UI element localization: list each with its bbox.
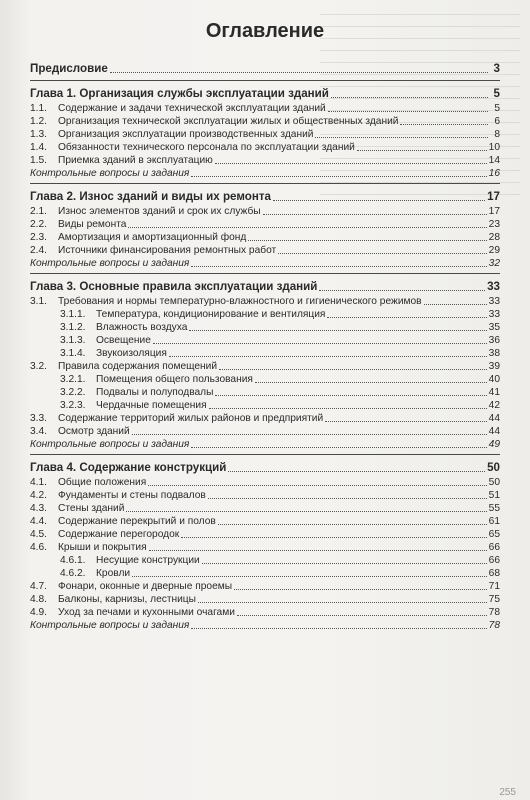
- toc-section[interactable]: [30, 528, 500, 541]
- toc-label: Чердачные помещения: [96, 400, 207, 411]
- toc-page: 66: [488, 555, 500, 566]
- toc-section[interactable]: [30, 128, 500, 141]
- toc-page: 78: [488, 620, 500, 631]
- leader-dots: [181, 529, 486, 538]
- toc-number: 4.4.: [30, 516, 47, 527]
- toc-page: 42: [488, 400, 500, 411]
- toc-section[interactable]: [30, 295, 500, 308]
- leader-dots: [191, 620, 486, 629]
- toc-subsection[interactable]: [30, 554, 500, 567]
- toc-section[interactable]: [30, 502, 500, 515]
- toc-number: 1.2.: [30, 116, 47, 127]
- leader-dots: [191, 439, 486, 448]
- toc-page: 50: [488, 477, 500, 488]
- toc-subsection[interactable]: [30, 386, 500, 399]
- toc-label: Температура, кондиционирование и вентиляция: [96, 309, 326, 320]
- toc-subsection[interactable]: [30, 334, 500, 347]
- toc-section[interactable]: [30, 476, 500, 489]
- toc-number: 3.4.: [30, 426, 47, 437]
- toc-page: 49: [488, 439, 500, 450]
- toc-label: Кровли: [96, 568, 131, 579]
- leader-dots: [234, 581, 487, 590]
- toc-page: 6: [494, 116, 500, 127]
- toc-page: 51: [488, 490, 500, 501]
- toc-page: 32: [488, 258, 500, 269]
- toc-number: 2.3.: [30, 232, 47, 243]
- toc-page: 33: [487, 280, 500, 293]
- toc-number: 4.9.: [30, 607, 47, 618]
- leader-dots: [315, 129, 488, 138]
- toc-label: Обязанности технического персонала по эксплуатации зданий: [58, 142, 355, 153]
- toc-page: 36: [488, 335, 500, 346]
- toc-review-questions[interactable]: [30, 438, 500, 451]
- toc-page: 3: [493, 62, 500, 75]
- toc-label: Предисловие: [30, 62, 108, 75]
- toc-section[interactable]: [30, 593, 500, 606]
- toc-label: Звукоизоляция: [96, 348, 167, 359]
- toc-page: 71: [488, 581, 500, 592]
- toc-label: Освещение: [96, 335, 151, 346]
- toc-page: 8: [494, 129, 500, 140]
- toc-page: 75: [488, 594, 500, 605]
- toc-page: 23: [488, 219, 500, 230]
- toc-number: 4.6.: [30, 542, 47, 553]
- toc-page: 29: [488, 245, 500, 256]
- toc-page: 65: [488, 529, 500, 540]
- toc-section[interactable]: [30, 425, 500, 438]
- toc-page: 78: [488, 607, 500, 618]
- leader-dots: [219, 361, 487, 370]
- leader-dots: [424, 296, 487, 305]
- leader-dots: [132, 426, 487, 435]
- toc-subsection[interactable]: [30, 373, 500, 386]
- leader-dots: [189, 322, 486, 331]
- toc-label: Уход за печами и кухонными очагами: [58, 607, 235, 618]
- toc-label: Крыши и покрытия: [58, 542, 147, 553]
- toc-number: 3.1.3.: [60, 335, 86, 346]
- toc-review-questions[interactable]: [30, 619, 500, 632]
- toc-section[interactable]: [30, 244, 500, 257]
- toc-page: 50: [487, 461, 500, 474]
- toc-label: Помещения общего пользования: [96, 374, 253, 385]
- toc-section[interactable]: [30, 115, 500, 128]
- toc-number: 4.6.1.: [60, 555, 86, 566]
- toc-label: Приемка зданий в эксплуатацию: [58, 155, 213, 166]
- toc-section[interactable]: [30, 154, 500, 167]
- toc-review-questions[interactable]: [30, 167, 500, 180]
- toc-number: 1.3.: [30, 129, 47, 140]
- toc-page: 10: [488, 142, 500, 153]
- toc-number: 3.1.1.: [60, 309, 86, 320]
- toc-label: Осмотр зданий: [58, 426, 130, 437]
- toc-label: Источники финансирования ремонтных работ: [58, 245, 277, 256]
- toc-label: Амортизация и амортизационный фонд: [58, 232, 247, 243]
- toc-label: Организация технической эксплуатации жилых и общественных зданий: [58, 116, 399, 127]
- toc-page: 61: [488, 516, 500, 527]
- toc-label: Фонари, оконные и дверные проемы: [58, 581, 233, 592]
- toc-page: 5: [494, 103, 500, 114]
- toc-label: Глава 1. Организация службы эксплуатации зданий: [30, 87, 329, 100]
- leader-dots: [228, 463, 485, 472]
- toc-label: Подвалы и полуподвалы: [96, 387, 214, 398]
- toc-label: Глава 3. Основные правила эксплуатации зданий: [30, 280, 318, 293]
- toc-page: 33: [488, 296, 500, 307]
- toc-page: 38: [488, 348, 500, 359]
- toc-page: 5: [493, 87, 500, 100]
- toc-section[interactable]: [30, 360, 500, 373]
- leader-dots: [202, 555, 487, 564]
- toc-number: 3.1.: [30, 296, 47, 307]
- toc-number: 2.2.: [30, 219, 47, 230]
- chapter-separator: [30, 454, 500, 455]
- leader-dots: [357, 142, 487, 151]
- toc-label: Контрольные вопросы и задания: [30, 168, 190, 179]
- leader-dots: [215, 155, 487, 164]
- toc-subsection[interactable]: [30, 308, 500, 321]
- toc-number: 4.1.: [30, 477, 47, 488]
- leader-dots: [110, 64, 488, 73]
- leader-dots: [255, 374, 487, 383]
- toc-label: Контрольные вопросы и задания: [30, 620, 190, 631]
- toc-page: 14: [488, 155, 500, 166]
- toc-page: 41: [488, 387, 500, 398]
- toc-page: 33: [488, 309, 500, 320]
- toc-page: 66: [488, 542, 500, 553]
- leader-dots: [278, 245, 486, 254]
- toc-label: Глава 2. Износ зданий и виды их ремонта: [30, 190, 271, 203]
- leader-dots: [209, 400, 487, 409]
- toc-number: 2.1.: [30, 206, 47, 217]
- toc-number: 2.4.: [30, 245, 47, 256]
- toc-number: 3.2.2.: [60, 387, 86, 398]
- page-number: 255: [499, 787, 516, 798]
- toc-chapter[interactable]: [30, 85, 500, 102]
- leader-dots: [273, 192, 485, 201]
- toc-number: 3.2.1.: [60, 374, 86, 385]
- toc-label: Контрольные вопросы и задания: [30, 439, 190, 450]
- toc-number: 3.1.4.: [60, 348, 86, 359]
- toc-page: 68: [488, 568, 500, 579]
- toc-label: Влажность воздуха: [96, 322, 188, 333]
- leader-dots: [149, 542, 487, 551]
- leader-dots: [400, 116, 488, 125]
- toc-number: 4.3.: [30, 503, 47, 514]
- leader-dots: [328, 103, 488, 112]
- toc-number: 3.2.: [30, 361, 47, 372]
- toc-section[interactable]: [30, 102, 500, 115]
- leader-dots: [191, 168, 486, 177]
- toc-label: Балконы, карнизы, лестницы: [58, 594, 196, 605]
- chapter-separator: [30, 273, 500, 274]
- toc-review-questions[interactable]: [30, 257, 500, 270]
- toc-label: Содержание территорий жилых районов и предприятий: [58, 413, 324, 424]
- toc-label: Требования и нормы температурно-влажностного и гигиенического режимов: [58, 296, 422, 307]
- toc-number: 4.6.2.: [60, 568, 86, 579]
- toc-section[interactable]: [30, 141, 500, 154]
- toc-section[interactable]: [30, 580, 500, 593]
- toc-chapter[interactable]: [30, 188, 500, 205]
- toc-subsection[interactable]: [30, 567, 500, 580]
- toc-number: 4.8.: [30, 594, 47, 605]
- toc-label: Износ элементов зданий и срок их службы: [58, 206, 261, 217]
- chapter-separator: [30, 183, 500, 184]
- toc-label: Стены зданий: [58, 503, 125, 514]
- toc-chapter[interactable]: [30, 278, 500, 295]
- toc-section[interactable]: [30, 606, 500, 619]
- toc-section[interactable]: [30, 205, 500, 218]
- leader-dots: [208, 490, 487, 499]
- toc-number: 1.5.: [30, 155, 47, 166]
- leader-dots: [169, 348, 487, 357]
- leader-dots: [126, 503, 486, 512]
- leader-dots: [325, 413, 487, 422]
- toc-number: 4.7.: [30, 581, 47, 592]
- toc-page: 40: [488, 374, 500, 385]
- toc-number: 4.5.: [30, 529, 47, 540]
- leader-dots: [198, 594, 487, 603]
- toc-subsection[interactable]: [30, 399, 500, 412]
- leader-dots: [319, 282, 485, 291]
- toc-label: Содержание перекрытий и полов: [58, 516, 216, 527]
- leader-dots: [128, 219, 486, 228]
- toc-page: 39: [488, 361, 500, 372]
- page-title: Оглавление: [205, 20, 325, 42]
- leader-dots: [153, 335, 487, 344]
- toc-page: 44: [488, 426, 500, 437]
- toc-number: 3.2.3.: [60, 400, 86, 411]
- toc-page: 35: [488, 322, 500, 333]
- toc-number: 3.3.: [30, 413, 47, 424]
- toc-number: 1.4.: [30, 142, 47, 153]
- toc-number: 4.2.: [30, 490, 47, 501]
- toc-label: Общие положения: [58, 477, 147, 488]
- toc-preface[interactable]: [30, 60, 500, 77]
- toc-label: Несущие конструкции: [96, 555, 200, 566]
- toc-chapter[interactable]: [30, 459, 500, 476]
- toc-label: Содержание перегородок: [58, 529, 180, 540]
- leader-dots: [148, 477, 486, 486]
- leader-dots: [248, 232, 486, 241]
- toc-number: 3.1.2.: [60, 322, 86, 333]
- toc-label: Организация эксплуатации производственных зданий: [58, 129, 314, 140]
- leader-dots: [237, 607, 487, 616]
- leader-dots: [327, 309, 486, 318]
- toc-number: 1.1.: [30, 103, 47, 114]
- toc-label: Фундаменты и стены подвалов: [58, 490, 206, 501]
- toc-page: 28: [488, 232, 500, 243]
- leader-dots: [218, 516, 487, 525]
- toc-page: 17: [488, 206, 500, 217]
- toc-label: Глава 4. Содержание конструкций: [30, 461, 227, 474]
- leader-dots: [132, 568, 487, 577]
- toc-section[interactable]: [30, 218, 500, 231]
- leader-dots: [331, 89, 488, 98]
- toc-section[interactable]: [30, 231, 500, 244]
- chapter-separator: [30, 80, 500, 81]
- toc-subsection[interactable]: [30, 347, 500, 360]
- toc-page: 17: [487, 190, 500, 203]
- toc-section[interactable]: [30, 541, 500, 554]
- toc-page: 55: [488, 503, 500, 514]
- leader-dots: [215, 387, 486, 396]
- table-of-contents: [30, 60, 500, 632]
- toc-section[interactable]: [30, 515, 500, 528]
- toc-page: 16: [488, 168, 500, 179]
- toc-page: 44: [488, 413, 500, 424]
- leader-dots: [191, 258, 486, 267]
- toc-label: Правила содержания помещений: [58, 361, 218, 372]
- toc-section[interactable]: [30, 489, 500, 502]
- toc-section[interactable]: [30, 412, 500, 425]
- leader-dots: [263, 206, 487, 215]
- toc-label: Содержание и задачи технической эксплуатации зданий: [58, 103, 326, 114]
- toc-label: Виды ремонта: [58, 219, 127, 230]
- toc-label: Контрольные вопросы и задания: [30, 258, 190, 269]
- toc-subsection[interactable]: [30, 321, 500, 334]
